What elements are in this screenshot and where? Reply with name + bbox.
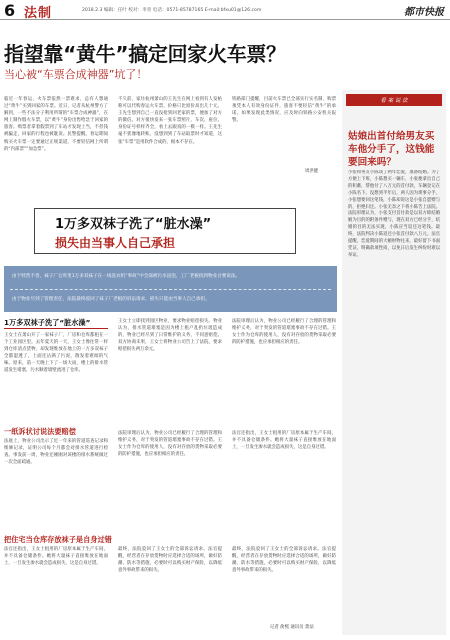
intro-column-2 [118, 96, 222, 204]
intro-paragraph-3: 铁路部门提醒，目前火车票已全部实行实名制，购票须凭本人有效身份证件，旅客不要轻信“黄牛”的承诺。如果发现此类情况，应及时向铁路公安机关报警。 [232, 97, 336, 124]
page-headline: 指望靠“黄牛”搞定回家火车票？ [4, 42, 286, 66]
story-paragraph-2: 王女士立即找到园区物业，要求物业赔偿损失。物业认为，排水管道堵塞是因为楼上租户乱扔垃圾造成的，物业已经尽到了日常维护的义务，不同意赔偿。双方协商未果，王女士将物业公司告上了法院，要求赔偿损失两万余元。 [118, 319, 222, 353]
story-column-3 [232, 318, 336, 424]
sub-heading-1: 1万多双袜子洗了“脏水澡” [4, 318, 91, 327]
sidebar-body [348, 170, 440, 640]
page-header [0, 0, 450, 20]
sub-heading-3: 把住宅当仓库存放袜子是自身过错 [4, 535, 112, 544]
page-subheadline: 当心被“车票合成神器”坑了！ [4, 68, 148, 81]
sidebar-paragraph: 小张和男友小陈谈了两年恋爱，准备结婚。为了方便上下班，小陈想买一辆车，小张便拿出自己的积蓄，帮他付了八万元的首付款，车辆登记在小陈名下。没想到半年后，两人因为琐事分手，小张想要回这笔钱，小陈却说这是小张自愿赠与的，拒绝归还。小张无奈之下将小陈告上法院。法院审理认为，小张支付首付款是以双方缔结婚姻为目的的附条件赠与，现在双方已经分手，结婚的目的无法实现，小陈应当返还这笔钱。最终，法院判决小陈返还小张首付款八万元。法官提醒，恋爱期间的大额财物往来，最好留下书面凭证，明确款项性质，以免日后发生纠纷时难以举证。 [348, 170, 440, 258]
intro-column-1 [4, 96, 108, 204]
intro-byline: 周洪健 [305, 169, 319, 174]
intro-paragraph-2: 不久前，家住杭州萧山的王先生在网上看到有人发帖称可以代购春运火车票，价格只比原价高出几十元。王先生想到自己一直没抢到回老家的票，便加了对方的微信。对方很快发来一张车票照片，车次、座位、身份证号样样齐全，看上去跟真的一模一样。王先生毫不犹豫地转账，没想到到了车站取票时才知道，这张“车票”是用软件合成的，根本不存在。 [118, 97, 222, 145]
story-paragraph-6-cont: 最终，法院驳回了王女士的全部诉讼请求。法官提醒，经营者在存放货物时应选择合适的场所，做好防潮、防水等措施，必要时可以购买财产保险，以降低意外事故带来的损失。 [232, 547, 336, 574]
story-column-1b [4, 438, 108, 532]
sub-heading-2: 一纸诉状讨说法要赔偿 [4, 427, 76, 436]
sub-heading-rule [4, 328, 108, 329]
story-column-3c [232, 546, 336, 618]
story-byline: 记者 俞熙 通讯员 萧法 [270, 625, 314, 630]
intro-column-3 [232, 96, 336, 166]
second-headline-box [34, 208, 296, 254]
story-column-2 [118, 318, 222, 424]
summary-line-1: 由于经营不善，袜子厂仓库里1万多双袜子在一场洗衣机“事故”中全部被污水浸泡，工厂老板找到物业讨要说法。 [12, 274, 241, 279]
story-paragraph-3: 法庭上，物业公司出示了近一年来的管道巡查记录和维修记录，证明公司每个月都会对排水管道进行检查。事发前一周，物业还刚刚对该楼的排水系统做过一次全面疏通。 [4, 439, 108, 466]
story-column-3b [232, 430, 336, 532]
story-paragraph-4: 法院审理后认为，物业公司已经履行了合理的管理和维护义务，对于突发的管道堵塞事故不存在过错。王女士作为仓库的使用人，没有对存放的货物采取必要的防护措施，也应承担相应的责任。 [118, 431, 222, 458]
section-title: 法制 [24, 6, 53, 21]
story-column-1 [4, 332, 108, 424]
summary-line-2: 由于物业尽到了管理责任，法院最终驳回了袜子厂老板的诉讼请求，损失只能由当事人自己承担。 [12, 297, 210, 302]
second-headline: 1万多双袜子洗了“脏水澡” [55, 217, 212, 232]
page-number: 6 [4, 1, 16, 20]
story-paragraph-3-lead: 法院审理后认为，物业公司已经履行了合理的管理和维护义务，对于突发的管道堵塞事故不存在过错。王女士作为仓库的使用人，没有对存放的货物采取必要的防护措施，也应承担相应的责任。 [232, 319, 336, 346]
case-sidebar [342, 90, 446, 635]
story-paragraph-6: 最终，法院驳回了王女士的全部诉讼请求。法官提醒，经营者在存放货物时应选择合适的场所，做好防潮、防水等措施，必要时可以购买财产保险，以降低意外事故带来的损失。 [118, 547, 222, 574]
intro-paragraph-1: 临近一年春运，火车票依然一票难求，总有人想通过“黄牛”买到回家的车票。近日，记者从杭州警方了解到，一些不法分子利用所谓的“车票合成神器”，在网上制作假火车票，以“黄牛”身份出售给急于回家的旅客。购票者拿着假票到了车站才发现上当，不但钱被骗走，回家的行程也被耽误。民警提醒，春运期间购买火车票一定要通过正规渠道，不要轻信网上所谓的“内部票”“加急票”。 [4, 97, 108, 152]
story-column-2c [118, 546, 222, 636]
story-column-1c [4, 546, 108, 636]
sidebar-label-bar [346, 94, 442, 106]
story-paragraph-5: 法官还指出，王女士租用的厂房原本属于生产车间，并不具备仓储条件。她将大量袜子直接堆放在地面上，一旦发生渗水就会造成损失，这是自身过错。 [4, 547, 108, 567]
story-paragraph-1: 王女士在萧山开了一家袜子厂，厂房和仓库都租在一个工业园区里。去年夏天的一天，王女士像往常一样到仓库清点货物，却发现堆放在地上的一万多双袜子全都湿透了，上面还沾满了污泥，散发着难闻的气味。原来，前一天晚上下了一场大雨，楼上的排水管道发生堵塞，污水顺着墙壁流进了仓库。 [4, 333, 108, 374]
sidebar-label: 看 案 说 法 [380, 98, 408, 104]
story-paragraph-5-lead: 法官还指出，王女士租用的厂房原本属于生产车间，并不具备仓储条件。她将大量袜子直接堆放在地面上，一旦发生渗水就会造成损失，这是自身过错。 [232, 431, 336, 451]
masthead-logo: 都市快报 [404, 7, 444, 18]
sidebar-title: 姑娘出首付给男友买车他分手了，这钱能要回来吗？ [348, 131, 435, 168]
story-column-2b [118, 430, 222, 532]
second-subheadline: 损失由当事人自己承担 [55, 236, 176, 250]
page-meta: 2018.2.3 编辑：任叶 校对：李青 电话：0571-85787165 E-mail:bfxu01@126.com [82, 8, 262, 13]
summary-banner [4, 266, 337, 312]
summary-divider [10, 289, 331, 290]
